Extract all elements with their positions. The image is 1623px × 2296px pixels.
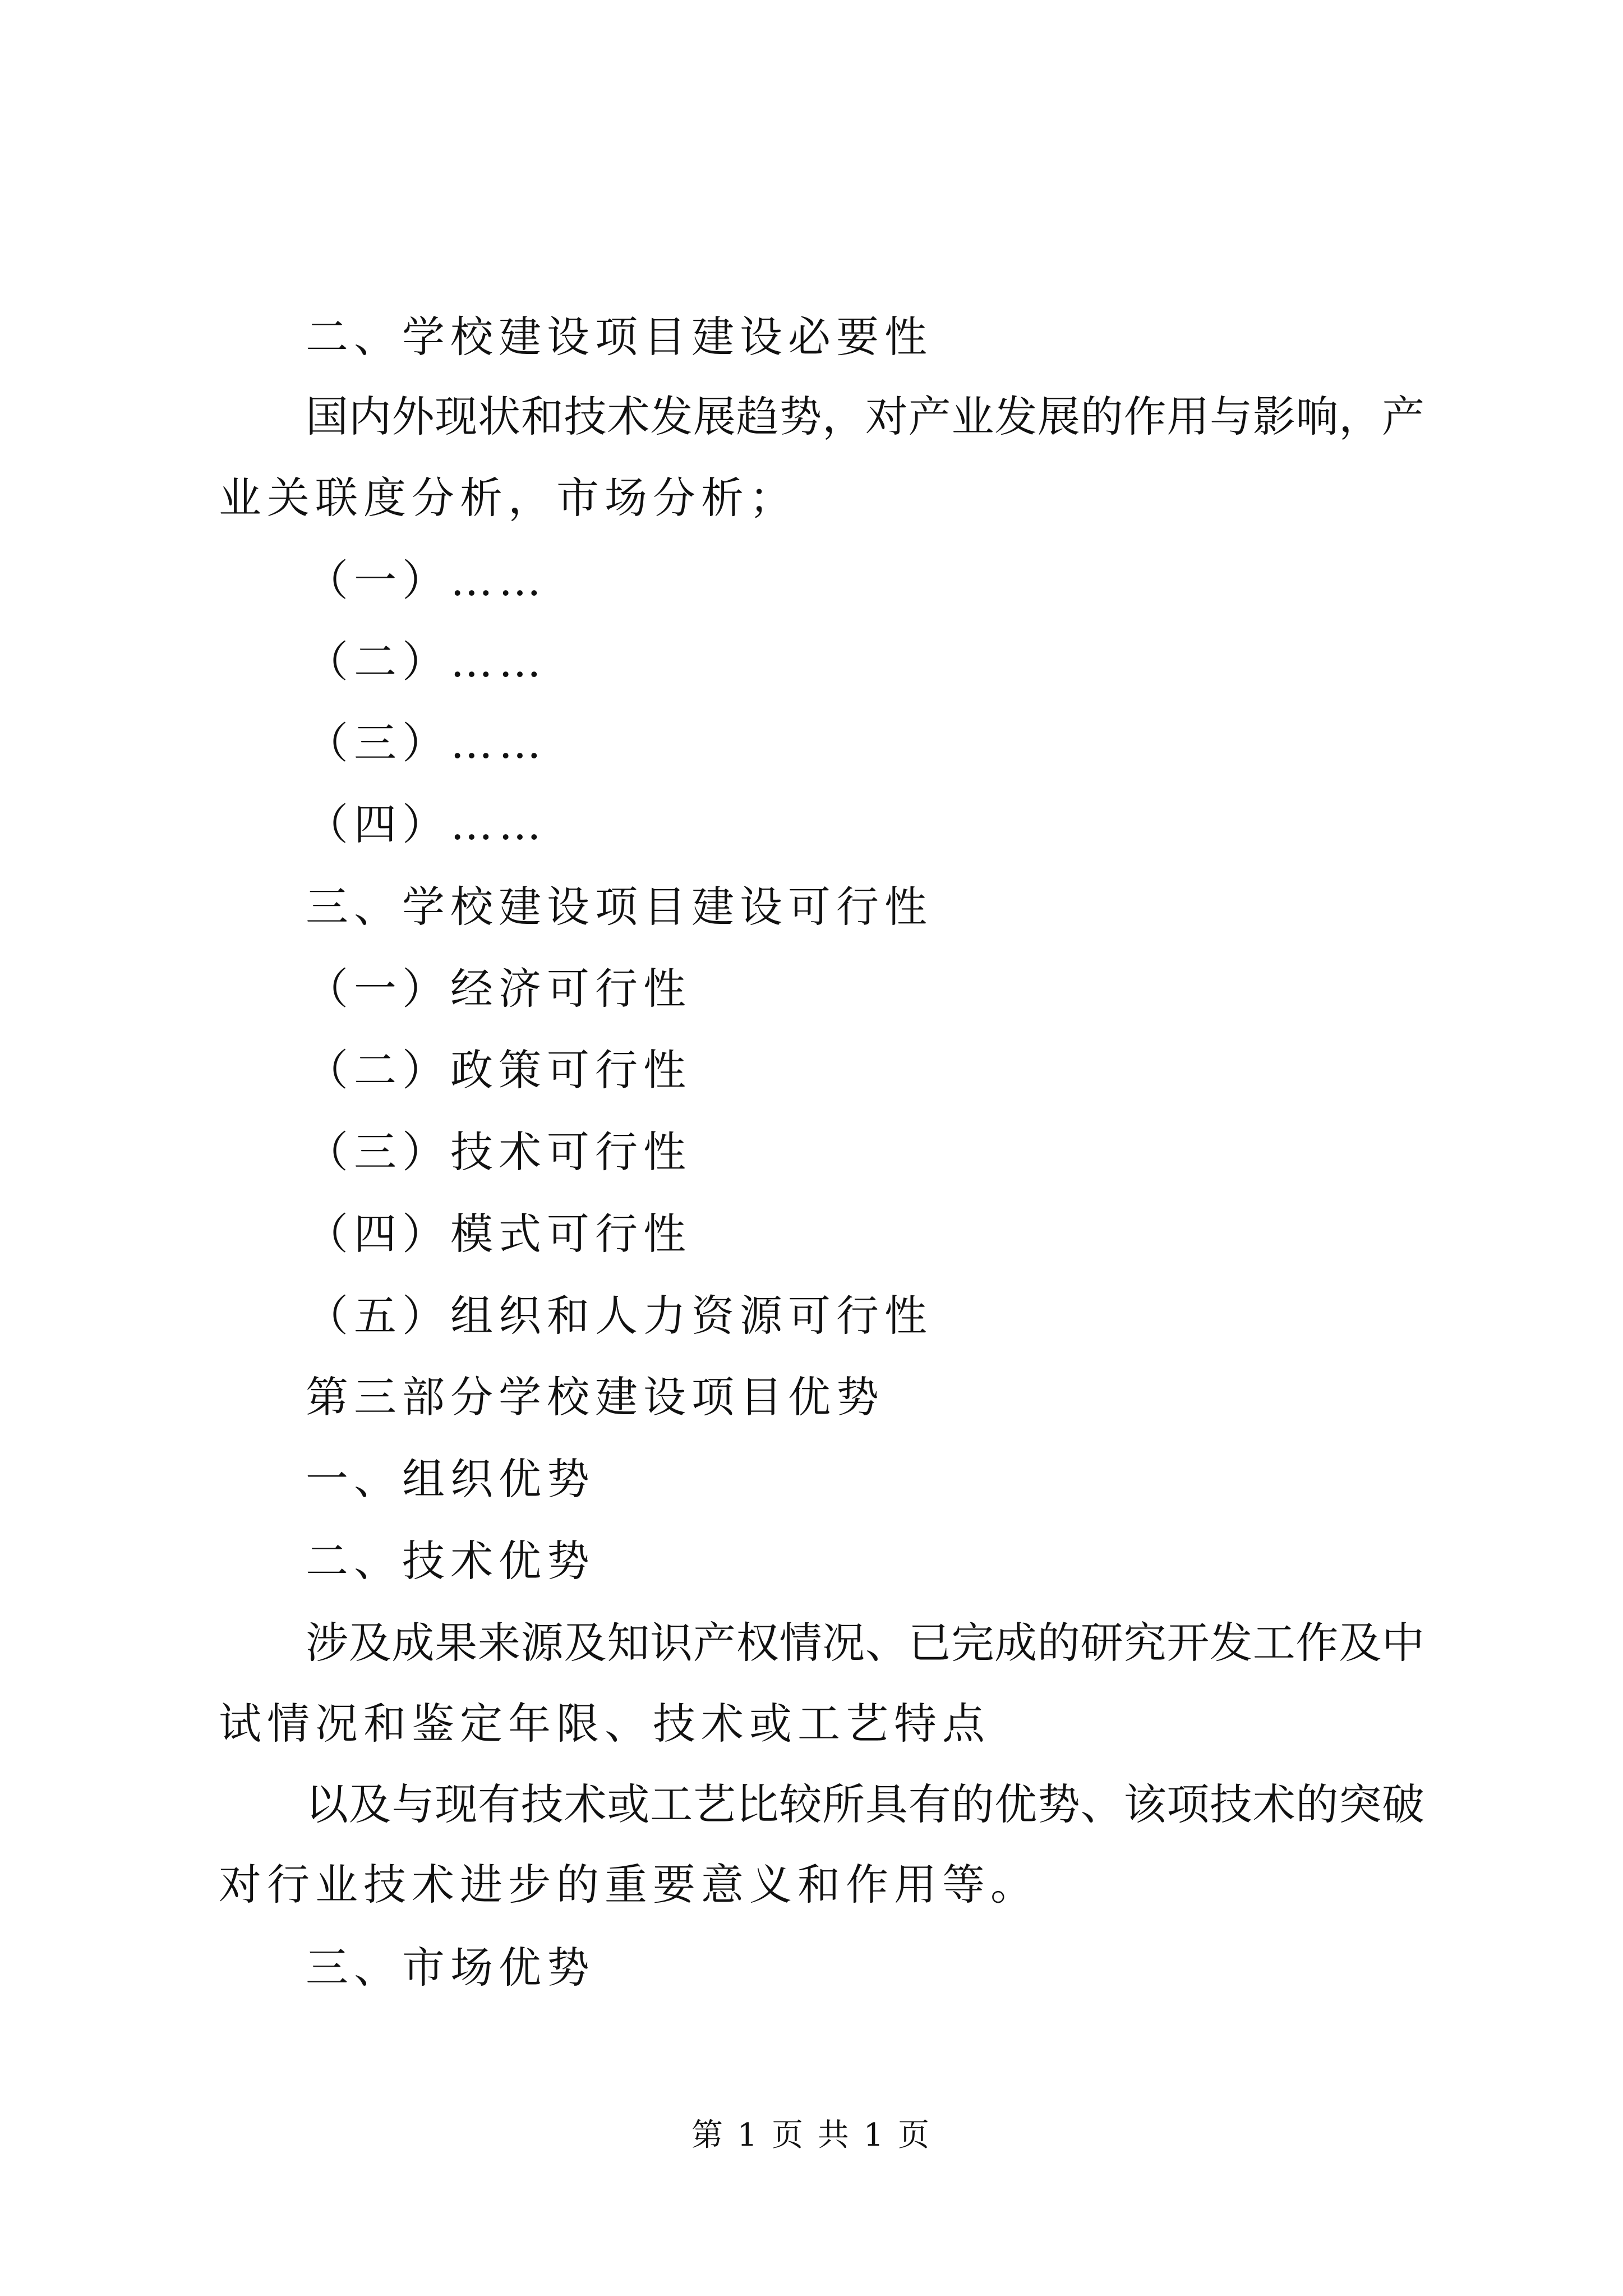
paragraph-trends-line-2: 业关联度分析，市场分析；	[219, 473, 797, 523]
heading-feasibility: 三、学校建设项目建设可行性	[306, 882, 933, 932]
heading-necessity: 二、学校建设项目建设必要性	[306, 312, 933, 362]
page-footer: 第 1 页 共 1 页	[691, 2117, 932, 2154]
paragraph-comparison-line-2: 对行业技术进步的重要意义和作用等。	[219, 1860, 1039, 1910]
list-item-3: （三）……	[306, 718, 547, 768]
list-item-2: （二）……	[306, 637, 547, 687]
feasibility-economic: （一）经济可行性	[306, 964, 691, 1014]
heading-organization-advantage: 一、组织优势	[306, 1454, 595, 1504]
list-item-1: （一）……	[306, 555, 547, 605]
feasibility-technical: （三）技术可行性	[306, 1127, 691, 1177]
paragraph-sources-line-2: 试情况和鉴定年限、技术或工艺特点	[219, 1699, 990, 1749]
paragraph-sources-line-1: 涉及成果来源及知识产权情况、已完成的研究开发工作及中	[306, 1618, 1424, 1668]
heading-market-advantage: 三、市场优势	[306, 1943, 595, 1993]
paragraph-trends-line-1: 国内外现状和技术发展趋势，对产业发展的作用与影响，产	[306, 392, 1424, 441]
heading-part-three: 第三部分学校建设项目优势	[306, 1372, 884, 1422]
paragraph-comparison-line-1: 以及与现有技术或工艺比较所具有的优势、该项技术的突破	[306, 1779, 1424, 1829]
feasibility-model: （四）模式可行性	[306, 1209, 691, 1259]
feasibility-organization: （五）组织和人力资源可行性	[306, 1291, 933, 1341]
feasibility-policy: （二）政策可行性	[306, 1045, 691, 1095]
heading-technical-advantage: 二、技术优势	[306, 1536, 595, 1586]
list-item-4: （四）……	[306, 799, 547, 849]
